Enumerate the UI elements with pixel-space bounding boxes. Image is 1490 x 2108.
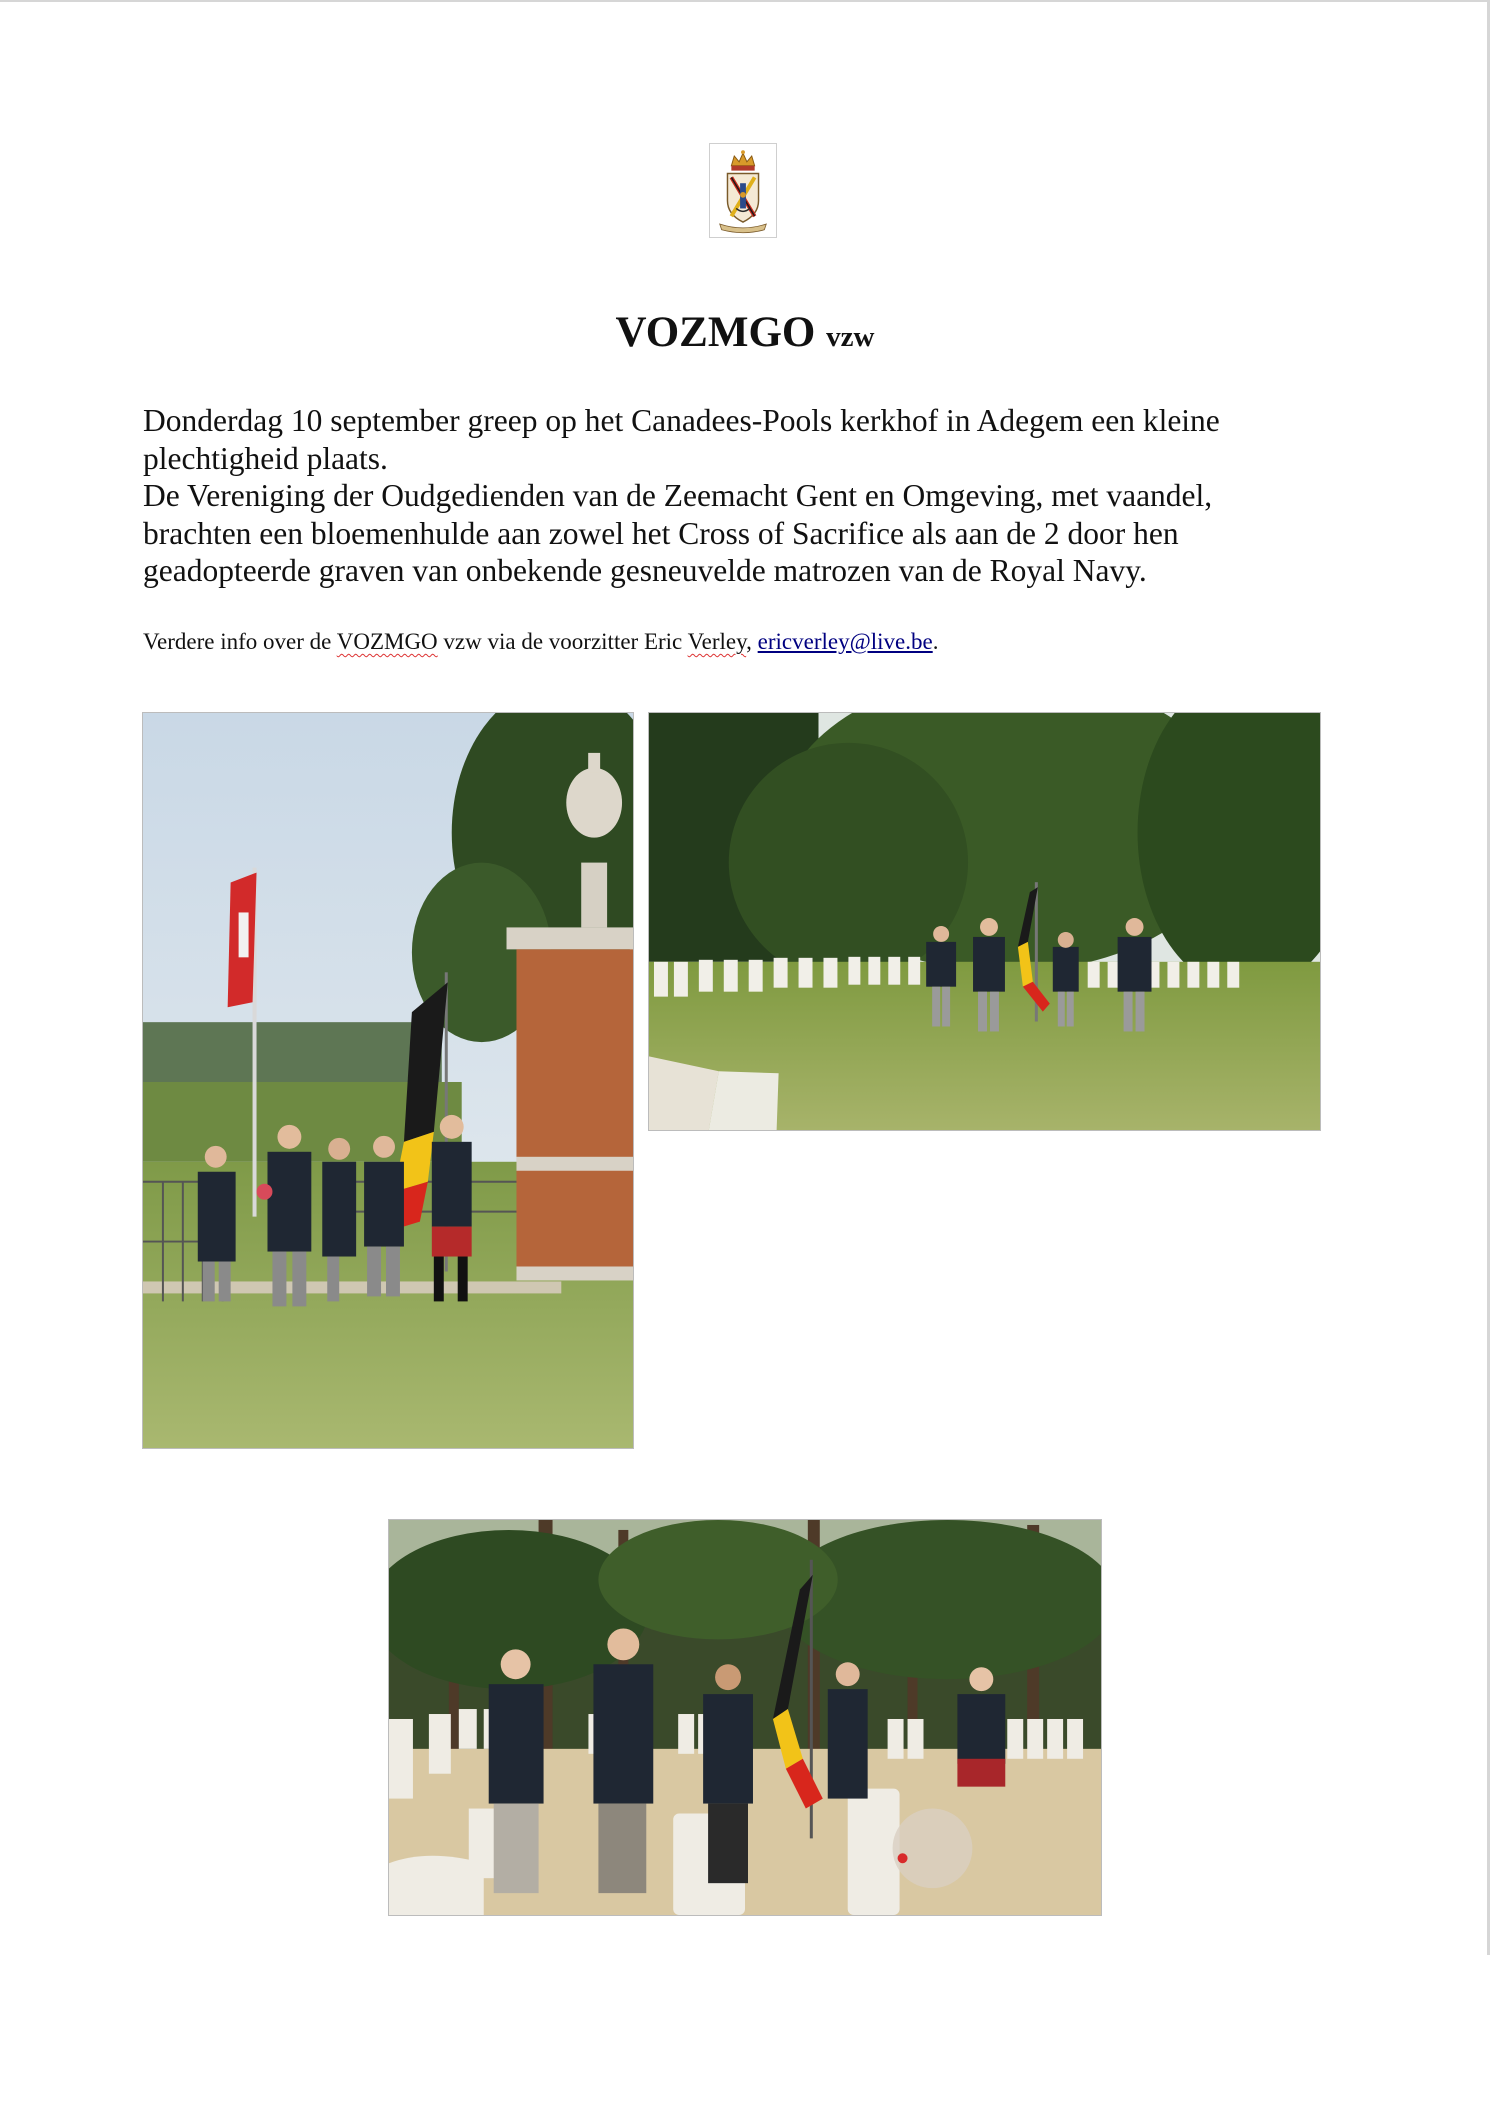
photo-procession-at-gate: [142, 712, 634, 1449]
title-main: VOZMGO: [615, 309, 816, 356]
page-edge: [0, 0, 1490, 2]
association-crest-logo: [709, 143, 777, 238]
photo-group-at-graves: [388, 1519, 1102, 1916]
naval-association-crest-icon: [710, 144, 776, 237]
body-paragraph: [143, 402, 1333, 590]
body-line: Donderdag 10 september greep op het Canadees-Pools kerkhof in Adegem een kleine: [143, 403, 1220, 438]
info-prefix: Verdere info over de: [143, 629, 337, 654]
info-name: Verley: [687, 629, 747, 654]
photo-salute-at-cemetery: [648, 712, 1321, 1131]
contact-info-line: [143, 626, 1343, 658]
info-end: .: [932, 629, 939, 654]
info-middle: vzw via de voorzitter Eric: [437, 629, 688, 654]
body-line: brachten een bloemenhulde aan zowel het Cross of Sacrifice als aan de 2 door hen: [143, 515, 1179, 551]
body-line: geadopteerde graven van onbekende gesneuvelde matrozen van de Royal Navy.: [143, 553, 1147, 588]
email-link[interactable]: ericverley@live.be: [757, 629, 933, 654]
body-line: De Vereniging der Oudgedienden van de Zeemacht Gent en Omgeving, met vaandel,: [143, 478, 1213, 513]
title-suffix: vzw: [826, 321, 875, 353]
info-org: VOZMGO: [336, 629, 438, 654]
body-line: plechtigheid plaats.: [143, 440, 388, 476]
info-comma: ,: [746, 629, 758, 654]
page-title: [0, 305, 1490, 365]
